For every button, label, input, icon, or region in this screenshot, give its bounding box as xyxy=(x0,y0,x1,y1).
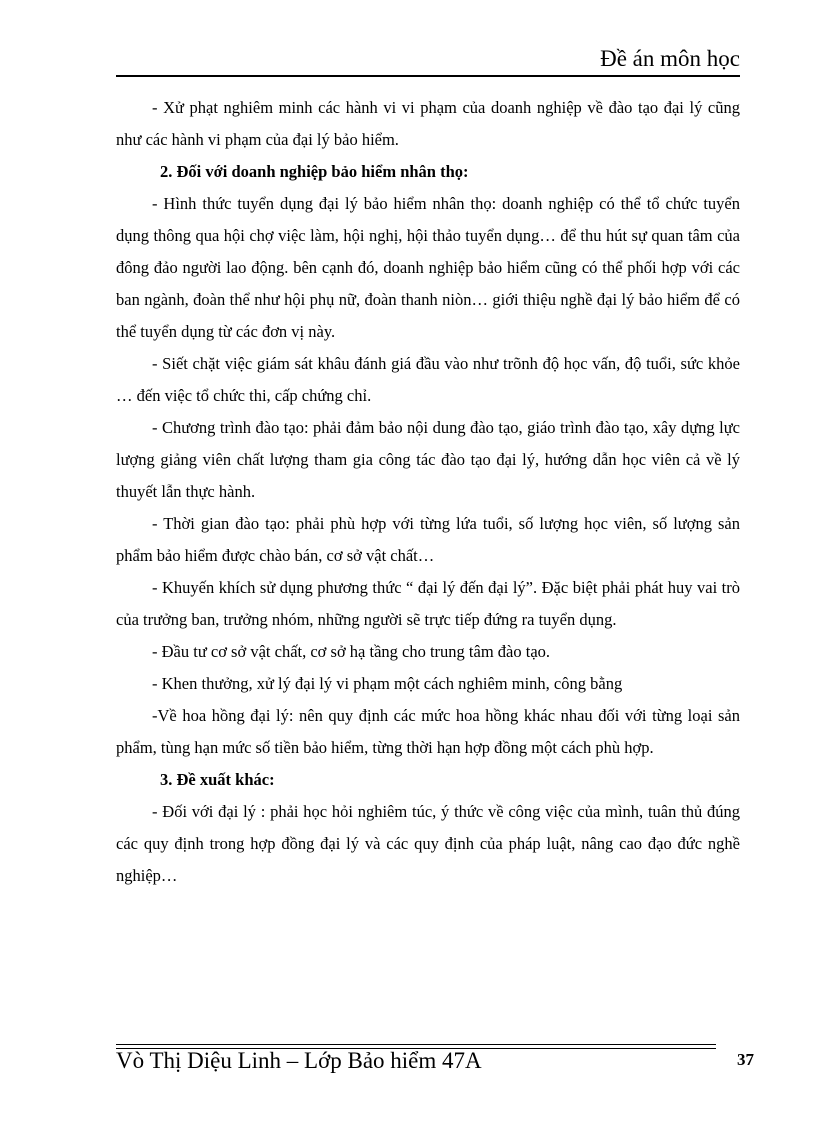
paragraph: - Chương trình đào tạo: phải đảm bảo nội dung đào tạo, giáo trình đào tạo, xây dựng lực lượng giảng viên chất lượng tham gia công tác đào tạo đại lý, hướng dẫn học viên cả về lý thuyết lẫn thực hành. xyxy=(116,418,740,501)
paragraph: - Xử phạt nghiêm minh các hành vi vi phạm của doanh nghiệp về đào tạo đại lý cũng như các hành vi phạm của đại lý bảo hiểm. xyxy=(116,98,740,149)
section-heading: 3. Đề xuất khác: xyxy=(160,770,275,789)
document-body xyxy=(116,92,740,892)
paragraph: - Đầu tư cơ sở vật chất, cơ sở hạ tầng cho trung tâm đào tạo. xyxy=(152,642,551,661)
footer-author: Vò Thị Diệu Linh – Lớp Bảo hiểm 47A xyxy=(116,1048,482,1073)
paragraph: -Về hoa hồng đại lý: nên quy định các mức hoa hồng khác nhau đối với từng loại sản phẩm, tùng hạn mức số tiền bảo hiểm, từng thời hạn hợp đồng một cách phù hợp. xyxy=(116,706,740,757)
paragraph: - Đối với đại lý : phải học hỏi nghiêm túc, ý thức về công việc của mình, tuân thủ đúng các quy định trong hợp đồng đại lý và các quy định của pháp luật, nâng cao đạo đức nghề nghiệp… xyxy=(116,802,740,885)
paragraph: - Hình thức tuyển dụng đại lý bảo hiểm nhân thọ: doanh nghiệp có thể tổ chức tuyển dụng thông qua hội chợ việc làm, hội nghị, hội thảo tuyển dụng… để thu hút sự quan tâm của đông đảo người lao động. bên cạnh đó, doanh nghiệp bảo hiểm cũng có thể phối hợp với các ban ngành, đoàn thể như hội phụ nữ, đoàn thanh niòn… giới thiệu nghề đại lý bảo hiểm để có thể tuyển dụng từ các đơn vị này. xyxy=(116,194,740,341)
header-divider xyxy=(116,75,740,77)
paragraph: - Khen thưởng, xử lý đại lý vi phạm một cách nghiêm minh, công bằng xyxy=(152,674,623,693)
paragraph: - Siết chặt việc giám sát khâu đánh giá đầu vào như trõnh độ học vấn, độ tuổi, sức khỏe … đến việc tổ chức thi, cấp chứng chỉ. xyxy=(116,354,740,405)
page-header-title: Đề án môn học xyxy=(600,46,740,71)
page-number: 37 xyxy=(737,1050,754,1069)
paragraph: - Thời gian đào tạo: phải phù hợp với từng lứa tuổi, số lượng học viên, số lượng sản phẩm bảo hiểm được chào bán, cơ sở vật chất… xyxy=(116,514,740,565)
paragraph: - Khuyến khích sử dụng phương thức “ đại lý đến đại lý”. Đặc biệt phải phát huy vai trò của trưởng ban, trưởng nhóm, những người sẽ trực tiếp đứng ra tuyển dụng. xyxy=(116,578,740,629)
section-heading: 2. Đối với doanh nghiệp bảo hiểm nhân thọ: xyxy=(160,162,469,181)
